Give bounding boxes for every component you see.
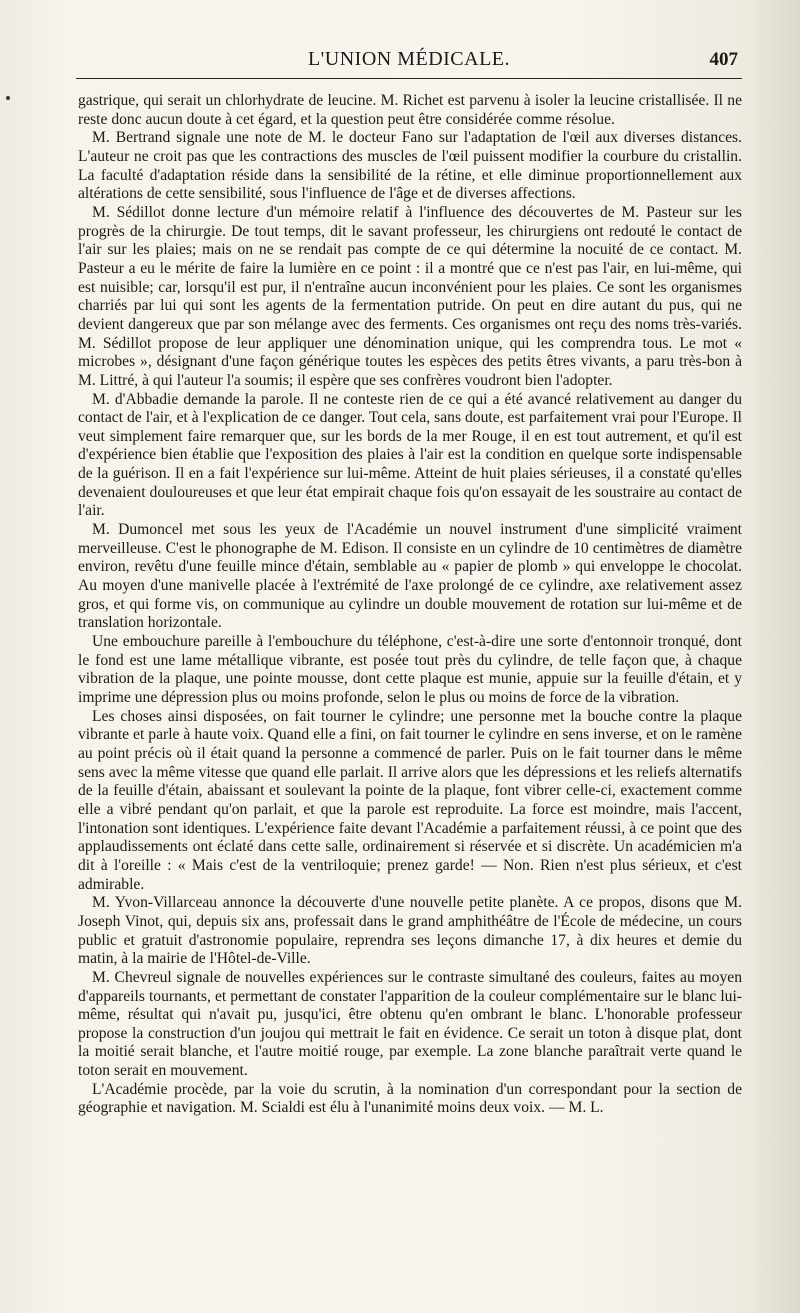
- paragraph-dumoncel: M. Dumoncel met sous les yeux de l'Académie un nouvel instrument d'une simplicité vraiment merveilleuse. C'est le phonographe de M. Edison. Il consiste en un cylindre de 10 centimètres de diamètre environ, revêtu d'une feuille mince d'étain, semblable au « papier de plomb » qui enveloppe le chocolat. Au moyen d'une manivelle placée à l'extrémité de l'axe prolongé de ce cylindre, axe relativement assez gros, et qui forme vis, on communique au cylindre un double mouvement de rotation sur lui-même et de translation horizontale.: [78, 521, 742, 632]
- paragraph-embouchure: Une embouchure pareille à l'embouchure du téléphone, c'est-à-dire une sorte d'entonnoir tronqué, dont le fond est une lame métallique vibrante, est posée tout près du cylindre, de telle façon que, à chaque vibration de la plaque, une pointe mousse, dont cette plaque est munie, appuie sur la feuille d'étain, et y imprime une dépression plus ou moins profonde, selon le plus ou moins de force de la vibration.: [78, 633, 742, 706]
- paragraph-chevreul: M. Chevreul signale de nouvelles expériences sur le contraste simultané des couleurs, faites au moyen d'appareils tournants, et permettant de constater l'apparition de la couleur complémentaire sur le blanc lui-même, résultat qui n'avait pu, jusqu'ici, être obtenu qu'en ombrant le blanc. L'honorable professeur propose la construction d'un joujou qui mettrait le fait en évidence. Ce serait un toton à disque plat, dont la moitié serait blanche, et l'autre moitié rouge, par exemple. La zone blanche paraîtrait verte quand le toton serait en mouvement.: [78, 968, 742, 1080]
- paragraph-cylindre: Les choses ainsi disposées, on fait tourner le cylindre; une personne met la bouche contre la plaque vibrante et parle à haute voix. Quand elle a fini, on fait tourner le cylindre en sens inverse, et on le ramène au point précis où il était quand la personne a commencé de parler. Puis on le fait tourner dans le même sens avec la même vitesse que quand elle parlait. Il arrive alors que les dépressions et les reliefs alternatifs de la feuille d'étain, abaissant et soulevant la pointe de la plaque, font vibrer celle-ci, exactement comme elle a vibré pendant qu'on parlait, et que la parole est reproduite. La force est moindre, mais l'accent, l'intonation sont identiques. L'expérience faite devant l'Académie a parfaitement réussi, à ce point que des applaudissements ont éclaté dans cette salle, ordinairement si réservée et si discrète. Un académicien m'a dit à l'oreille : « Mais c'est de la ventriloquie; prenez garde! — Non. Rien n'est plus sérieux, et c'est admirable.: [78, 707, 742, 893]
- page-number: 407: [709, 49, 738, 70]
- paragraph-leucine: gastrique, qui serait un chlorhydrate de leucine. M. Richet est parvenu à isoler la leucine cristallisée. Il ne reste donc aucun doute à cet égard, et la question peut être considérée comme résolue.: [78, 92, 742, 128]
- paragraph-abbadie: M. d'Abbadie demande la parole. Il ne conteste rien de ce qui a été avancé relativement au danger du contact de l'air, et à l'explication de ce danger. Tout cela, sans doute, est parfaitement vrai pour l'Europe. Il veut simplement faire remarquer que, sur les bords de la mer Rouge, il en est tout autrement, et qu'il est d'expérience bien établie que l'exposition des plaies à l'air est la condition en quelque sorte indispensable de la guérison. Il en a fait l'expérience sur lui-même. Atteint de huit plaies sérieuses, il a constaté qu'elles devenaient douloureuses et que leur état empirait chaque fois qu'on essayait de les soustraire au contact de l'air.: [78, 390, 742, 520]
- paragraph-academie: L'Académie procède, par la voie du scrutin, à la nomination d'un correspondant pour la section de géographie et navigation. M. Scialdi est élu à l'unanimité moins deux voix. — M. L.: [78, 1080, 742, 1117]
- margin-mark: [6, 96, 10, 100]
- paragraph-bertrand: M. Bertrand signale une note de M. le docteur Fano sur l'adaptation de l'œil aux diverses distances. L'auteur ne croit pas que les contractions des muscles de l'œil puissent modifier la courbure du cristallin. La faculté d'adaptation réside dans la sensibilité de la rétine, et elle diminue proportionnellement aux altérations de cette sensibilité, sous l'influence de l'âge et de diverses affections.: [78, 129, 742, 203]
- page-header: [76, 42, 742, 79]
- page-edge-shadow: [746, 0, 800, 1313]
- paragraph-sedillot: M. Sédillot donne lecture d'un mémoire relatif à l'influence des découvertes de M. Pasteur sur les progrès de la chirurgie. De tout temps, dit le savant professeur, les chirurgiens ont redouté le contact de l'air sur les plaies; mais on ne se rendait pas compte de ce qui détermine la nocuité de ce contact. M. Pasteur a eu le mérite de faire la lumière en ce point : il a montré que ce n'est pas l'air, en lui-même, qui est nuisible; car, lorsqu'il est pur, il n'entraîne aucun inconvénient pour les plaies. Ce sont les organismes charriés par lui qui sont les agents de la fermentation putride. On peut en dire autant du pus, qui ne devient dangereux que par son mélange avec des ferments. Ces organismes ont reçu des noms très-variés. M. Sédillot propose de leur appliquer une dénomination unique, qui les comprendra tous. Le mot « microbes », désignant d'une façon générique toutes les espèces des petits êtres vivants, a paru très-bon à M. Littré, à qui l'auteur l'a soumis; il espère que ses confrères voudront bien l'adopter.: [78, 203, 742, 389]
- running-head: L'UNION MÉDICALE.: [307, 48, 511, 70]
- paragraph-villarceau: M. Yvon-Villarceau annonce la découverte d'une nouvelle petite planète. A ce propos, disons que M. Joseph Vinot, qui, depuis six ans, professait dans le grand amphithéâtre de l'École de médecine, un cours public et gratuit d'astronomie populaire, reprendra ses leçons dimanche 17, à dix heures et demie du matin, à la mairie de l'Hôtel-de-Ville.: [78, 894, 742, 968]
- body-text: [78, 92, 742, 1118]
